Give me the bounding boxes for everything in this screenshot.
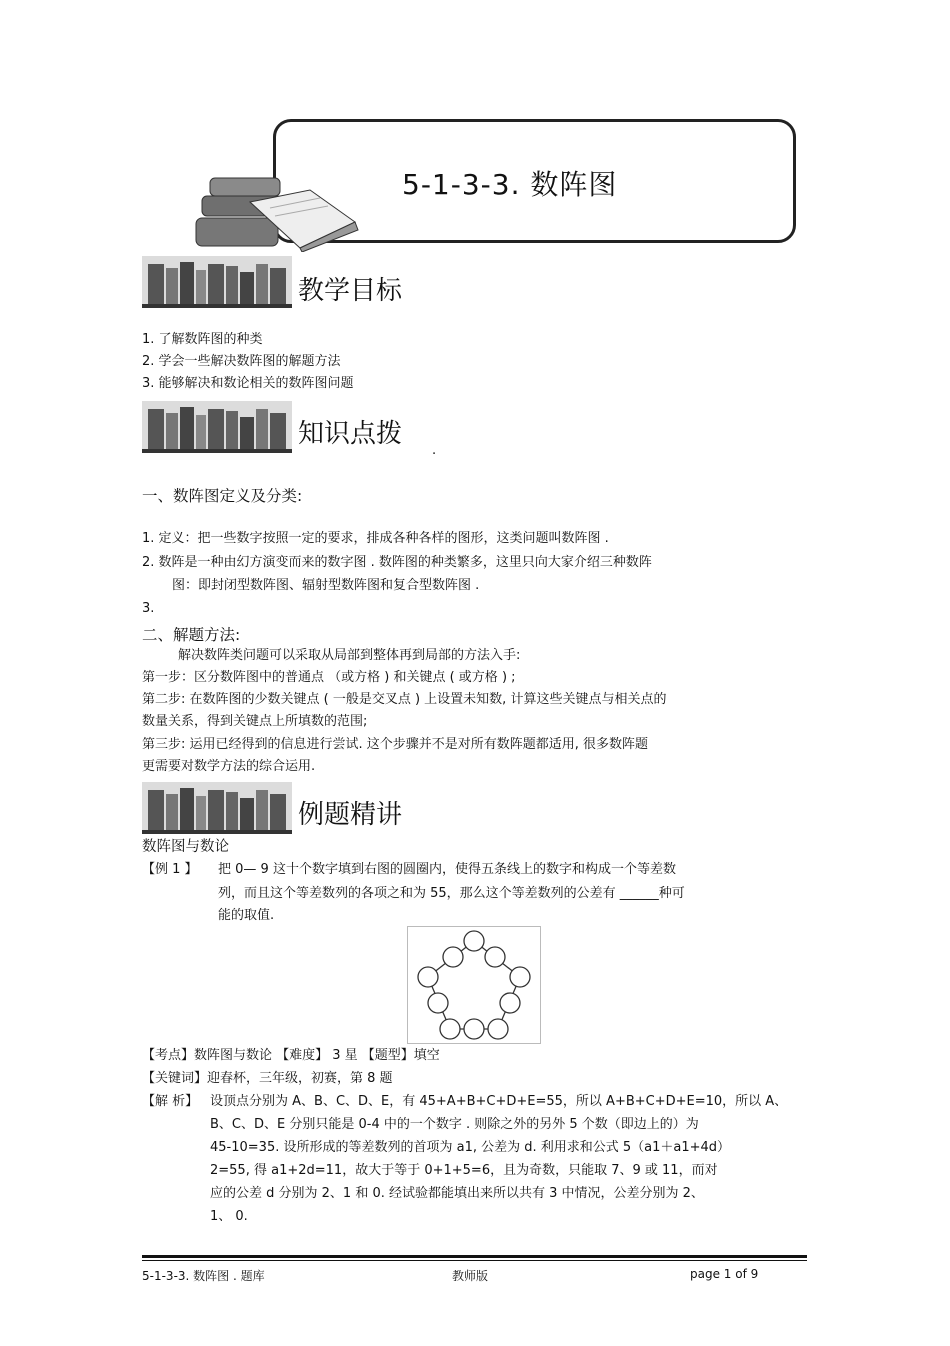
footer-divider bbox=[142, 1255, 807, 1258]
section-title-goals: 教学目标 bbox=[298, 276, 403, 306]
part2-line: 解决数阵类问题可以采取从局部到整体再到局部的方法入手: bbox=[178, 648, 521, 663]
example-line: 把 0— 9 这十个数字填到右图的圆圈内，使得五条线上的数字和构成一个等差数 bbox=[218, 862, 676, 877]
part2-line: 第二步: 在数阵图的少数关键点 ( 一般是交叉点 ) 上设置未知数, 计算这些关键点与相关点的 bbox=[142, 692, 667, 707]
analysis-line: 2=55, 得 a1+2d=11，故大于等于 0+1+5=6，且为奇数，只能取 7、9 或 11，而对 bbox=[210, 1163, 718, 1178]
knowledge-dot: . bbox=[432, 443, 437, 458]
books-illustration bbox=[190, 172, 370, 252]
meta-kaodian: 【考点】数阵图与数论 【难度】 3 星 【题型】填空 bbox=[142, 1048, 440, 1063]
bookshelf-icon bbox=[142, 256, 292, 308]
footer-divider bbox=[142, 1260, 807, 1261]
goal-item: 1. 了解数阵图的种类 bbox=[142, 332, 263, 347]
example-line: 列，而且这个等差数列的各项之和为 55，那么这个等差数列的公差有 ______种可 bbox=[218, 886, 685, 901]
meta-keywords: 【关键词】迎春杯，三年级，初赛，第 8 题 bbox=[142, 1071, 393, 1086]
example-label: 【例 1 】 bbox=[142, 862, 198, 877]
analysis-line: 应的公差 d 分别为 2、1 和 0. 经试验都能填出来所以共有 3 中情况，公差分别为 2、 bbox=[210, 1186, 704, 1201]
part1-item: 图：即封闭型数阵图、辐射型数阵图和复合型数阵图 . bbox=[172, 578, 480, 593]
example-line: 能的取值. bbox=[218, 908, 275, 923]
analysis-label: 【解 析】 bbox=[142, 1094, 199, 1109]
part2-line: 更需要对数学方法的综合运用. bbox=[142, 759, 316, 774]
analysis-line: 1、 0. bbox=[210, 1209, 248, 1224]
goal-item: 3. 能够解决和数论相关的数阵图问题 bbox=[142, 376, 354, 391]
pentagram-circle-figure bbox=[407, 926, 541, 1044]
part1-item: 3. bbox=[142, 601, 155, 616]
part2-line: 第三步: 运用已经得到的信息进行尝试. 这个步骤并不是对所有数阵题都适用, 很多数阵题 bbox=[142, 737, 649, 752]
part2-line: 第一步：区分数阵图中的普通点 （或方格 ) 和关键点 ( 或方格 ) ; bbox=[142, 670, 516, 685]
footer-page: page 1 of 9 bbox=[690, 1267, 759, 1281]
section-title-examples: 例题精讲 bbox=[298, 800, 403, 830]
part1-item: 1. 定义：把一些数字按照一定的要求，排成各种各样的图形，这类问题叫数阵图 . bbox=[142, 531, 609, 546]
part2-title: 二、解题方法: bbox=[142, 626, 241, 644]
part1-item: 2. 数阵是一种由幻方演变而来的数字图 . 数阵图的种类繁多，这里只向大家介绍三种数阵 bbox=[142, 555, 652, 570]
page-title: 5-1-3-3. 数阵图 bbox=[402, 168, 618, 201]
section-title-knowledge: 知识点拨 bbox=[298, 419, 403, 449]
analysis-line: B、C、D、E 分别只能是 0-4 中的一个数字 . 则除之外的另外 5 个数（即边上的）为 bbox=[210, 1117, 699, 1132]
subsection-title: 数阵图与数论 bbox=[142, 839, 229, 855]
bookshelf-icon bbox=[142, 401, 292, 453]
footer-center: 教师版 bbox=[452, 1269, 489, 1283]
footer-left: 5-1-3-3. 数阵图 . 题库 bbox=[142, 1269, 265, 1283]
analysis-line: 45-10=35. 设所形成的等差数列的首项为 a1, 公差为 d. 利用求和公式 5（a1＋a1+4d） bbox=[210, 1140, 731, 1155]
part2-line: 数量关系，得到关键点上所填数的范围; bbox=[142, 714, 368, 729]
goal-item: 2. 学会一些解决数阵图的解题方法 bbox=[142, 354, 341, 369]
analysis-line: 设顶点分别为 A、B、C、D、E，有 45+A+B+C+D+E=55，所以 A+B+C+D+E=10，所以 A、 bbox=[210, 1094, 788, 1109]
part1-title: 一、数阵图定义及分类: bbox=[142, 487, 303, 505]
bookshelf-icon bbox=[142, 782, 292, 834]
